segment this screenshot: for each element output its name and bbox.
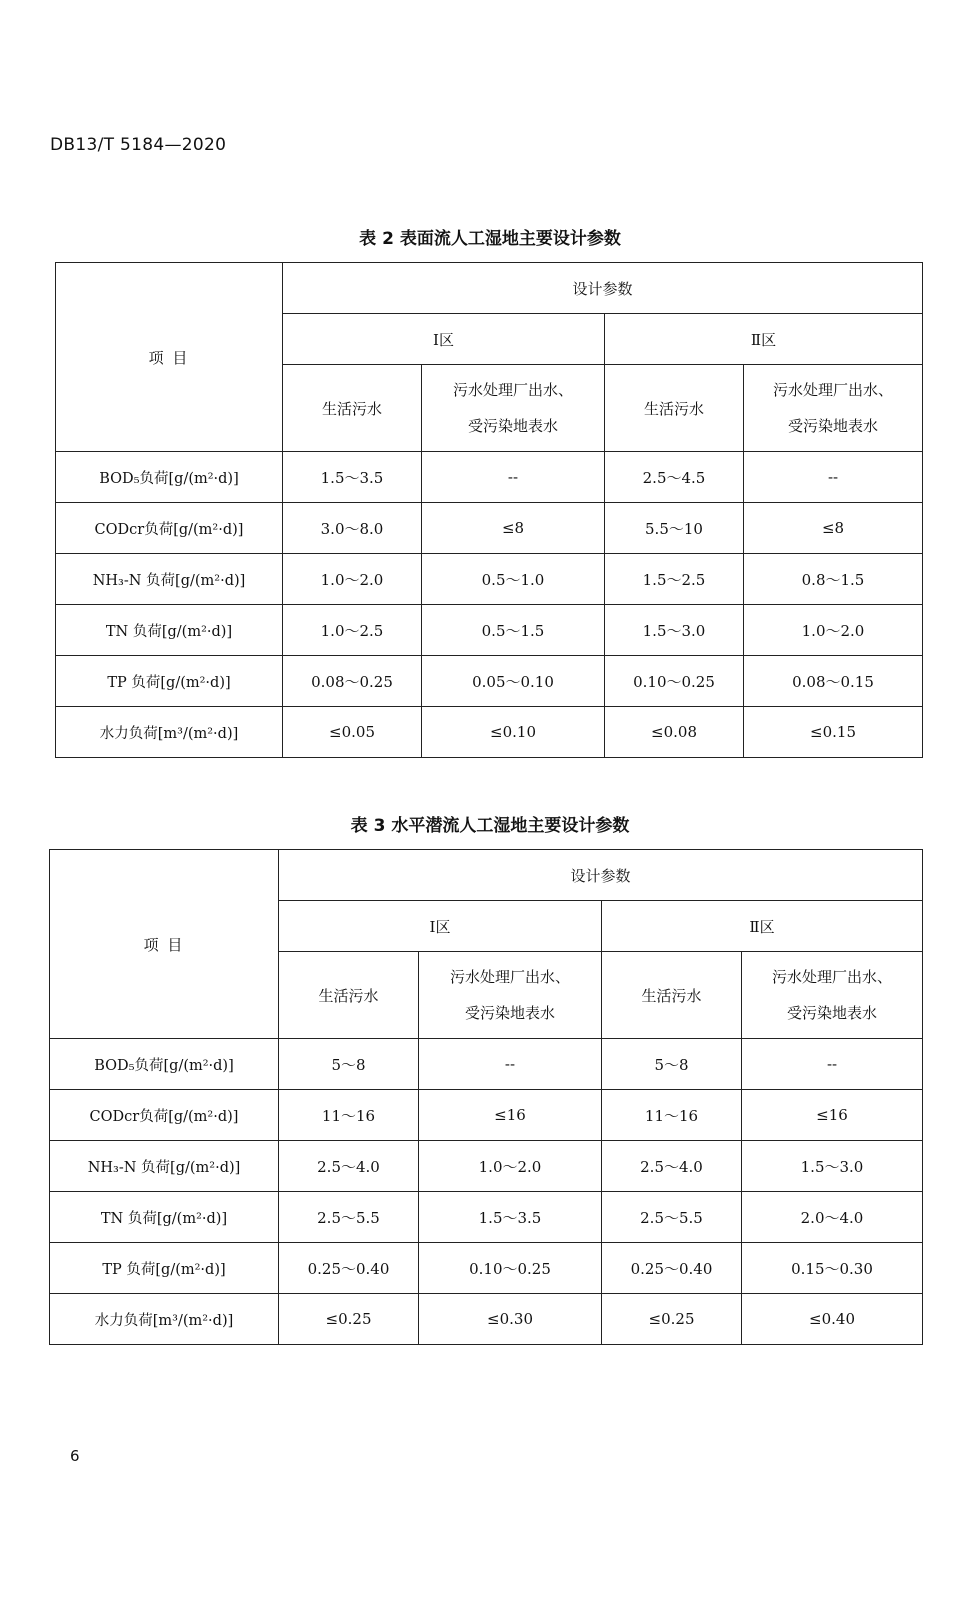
value-cell: -- xyxy=(422,452,605,503)
parameter-label: TN 负荷[g/(m²·d)] xyxy=(50,1192,279,1243)
value-cell: 0.25～0.40 xyxy=(279,1243,419,1294)
value-cell: 0.10～0.25 xyxy=(419,1243,602,1294)
effluent-surface-water-header xyxy=(744,365,923,452)
effluent-surface-water-header xyxy=(419,952,602,1039)
value-cell: 0.5～1.0 xyxy=(422,554,605,605)
value-cell: 2.5～4.0 xyxy=(279,1141,419,1192)
value-cell: 1.5～3.0 xyxy=(742,1141,923,1192)
design-params-header: 设计参数 xyxy=(283,263,923,314)
table-row xyxy=(56,656,923,707)
sub-header-line-2: 受污染地表水 xyxy=(788,417,879,435)
value-cell: 5～8 xyxy=(602,1039,742,1090)
sub-header-line-2: 受污染地表水 xyxy=(467,417,558,435)
domestic-sewage-header: 生活污水 xyxy=(605,365,744,452)
value-cell: ≤0.08 xyxy=(605,707,744,758)
sub-header-line-1: 污水处理厂出水、 xyxy=(772,968,893,986)
zone-2-header: Ⅱ区 xyxy=(602,901,923,952)
table-row xyxy=(50,1039,923,1090)
table-2 xyxy=(55,262,923,758)
value-cell: 11～16 xyxy=(279,1090,419,1141)
table-2-title: 表 2 表面流人工湿地主要设计参数 xyxy=(359,229,621,249)
item-header: 项 目 xyxy=(56,263,283,452)
sub-header-line-2: 受污染地表水 xyxy=(787,1004,878,1022)
table-row xyxy=(56,554,923,605)
table-row xyxy=(56,605,923,656)
effluent-surface-water-header xyxy=(742,952,923,1039)
parameter-label: CODcr负荷[g/(m²·d)] xyxy=(56,503,283,554)
value-cell: 0.08～0.25 xyxy=(283,656,422,707)
table-row xyxy=(50,1243,923,1294)
value-cell: 0.10～0.25 xyxy=(605,656,744,707)
value-cell: 1.5～3.5 xyxy=(283,452,422,503)
value-cell: 1.0～2.0 xyxy=(744,605,923,656)
value-cell: 3.0～8.0 xyxy=(283,503,422,554)
value-cell: 0.8～1.5 xyxy=(744,554,923,605)
value-cell: 0.25～0.40 xyxy=(602,1243,742,1294)
table-row xyxy=(56,707,923,758)
value-cell: 5.5～10 xyxy=(605,503,744,554)
value-cell: 1.0～2.5 xyxy=(283,605,422,656)
value-cell: ≤0.05 xyxy=(283,707,422,758)
parameter-label: CODcr负荷[g/(m²·d)] xyxy=(50,1090,279,1141)
table-row xyxy=(56,452,923,503)
value-cell: 0.5～1.5 xyxy=(422,605,605,656)
value-cell: 0.05～0.10 xyxy=(422,656,605,707)
value-cell: ≤16 xyxy=(419,1090,602,1141)
value-cell: ≤16 xyxy=(742,1090,923,1141)
zone-1-header: Ⅰ区 xyxy=(283,314,605,365)
value-cell: ≤8 xyxy=(744,503,923,554)
value-cell: 1.5～3.5 xyxy=(419,1192,602,1243)
table-row xyxy=(50,1192,923,1243)
value-cell: -- xyxy=(419,1039,602,1090)
table-row xyxy=(56,503,923,554)
item-header: 项 目 xyxy=(50,850,279,1039)
value-cell: 2.0～4.0 xyxy=(742,1192,923,1243)
parameter-label: 水力负荷[m³/(m²·d)] xyxy=(50,1294,279,1345)
sub-header-line-1: 污水处理厂出水、 xyxy=(449,968,570,986)
zone-1-header: Ⅰ区 xyxy=(279,901,602,952)
parameter-label: NH₃-N 负荷[g/(m²·d)] xyxy=(50,1141,279,1192)
value-cell: 1.5～3.0 xyxy=(605,605,744,656)
table-row xyxy=(50,1294,923,1345)
page-number: 6 xyxy=(70,1447,80,1465)
value-cell: 2.5～4.0 xyxy=(602,1141,742,1192)
domestic-sewage-header: 生活污水 xyxy=(602,952,742,1039)
parameter-label: BOD₅负荷[g/(m²·d)] xyxy=(56,452,283,503)
table-3-title: 表 3 水平潜流人工湿地主要设计参数 xyxy=(350,816,630,836)
value-cell: ≤8 xyxy=(422,503,605,554)
domestic-sewage-header: 生活污水 xyxy=(283,365,422,452)
design-params-header: 设计参数 xyxy=(279,850,923,901)
value-cell: ≤0.30 xyxy=(419,1294,602,1345)
sub-header-line-2: 受污染地表水 xyxy=(464,1004,555,1022)
value-cell: -- xyxy=(744,452,923,503)
value-cell: ≤0.10 xyxy=(422,707,605,758)
parameter-label: NH₃-N 负荷[g/(m²·d)] xyxy=(56,554,283,605)
value-cell: ≤0.25 xyxy=(279,1294,419,1345)
value-cell: 1.0～2.0 xyxy=(283,554,422,605)
sub-header-line-1: 污水处理厂出水、 xyxy=(452,381,573,399)
parameter-label: TP 负荷[g/(m²·d)] xyxy=(50,1243,279,1294)
zone-2-header: Ⅱ区 xyxy=(605,314,923,365)
parameter-label: 水力负荷[m³/(m²·d)] xyxy=(56,707,283,758)
document-code: DB13/T 5184—2020 xyxy=(50,135,227,155)
sub-header-line-1: 污水处理厂出水、 xyxy=(773,381,894,399)
value-cell: 5～8 xyxy=(279,1039,419,1090)
value-cell: 2.5～4.5 xyxy=(605,452,744,503)
value-cell: 11～16 xyxy=(602,1090,742,1141)
table-row xyxy=(50,1090,923,1141)
value-cell: -- xyxy=(742,1039,923,1090)
value-cell: 1.0～2.0 xyxy=(419,1141,602,1192)
parameter-label: TN 负荷[g/(m²·d)] xyxy=(56,605,283,656)
value-cell: ≤0.15 xyxy=(744,707,923,758)
domestic-sewage-header: 生活污水 xyxy=(279,952,419,1039)
value-cell: ≤0.25 xyxy=(602,1294,742,1345)
table-3 xyxy=(49,849,923,1345)
value-cell: 2.5～5.5 xyxy=(279,1192,419,1243)
parameter-label: TP 负荷[g/(m²·d)] xyxy=(56,656,283,707)
table-row xyxy=(50,1141,923,1192)
value-cell: 2.5～5.5 xyxy=(602,1192,742,1243)
value-cell: 0.15～0.30 xyxy=(742,1243,923,1294)
value-cell: ≤0.40 xyxy=(742,1294,923,1345)
value-cell: 1.5～2.5 xyxy=(605,554,744,605)
parameter-label: BOD₅负荷[g/(m²·d)] xyxy=(50,1039,279,1090)
value-cell: 0.08～0.15 xyxy=(744,656,923,707)
effluent-surface-water-header xyxy=(422,365,605,452)
